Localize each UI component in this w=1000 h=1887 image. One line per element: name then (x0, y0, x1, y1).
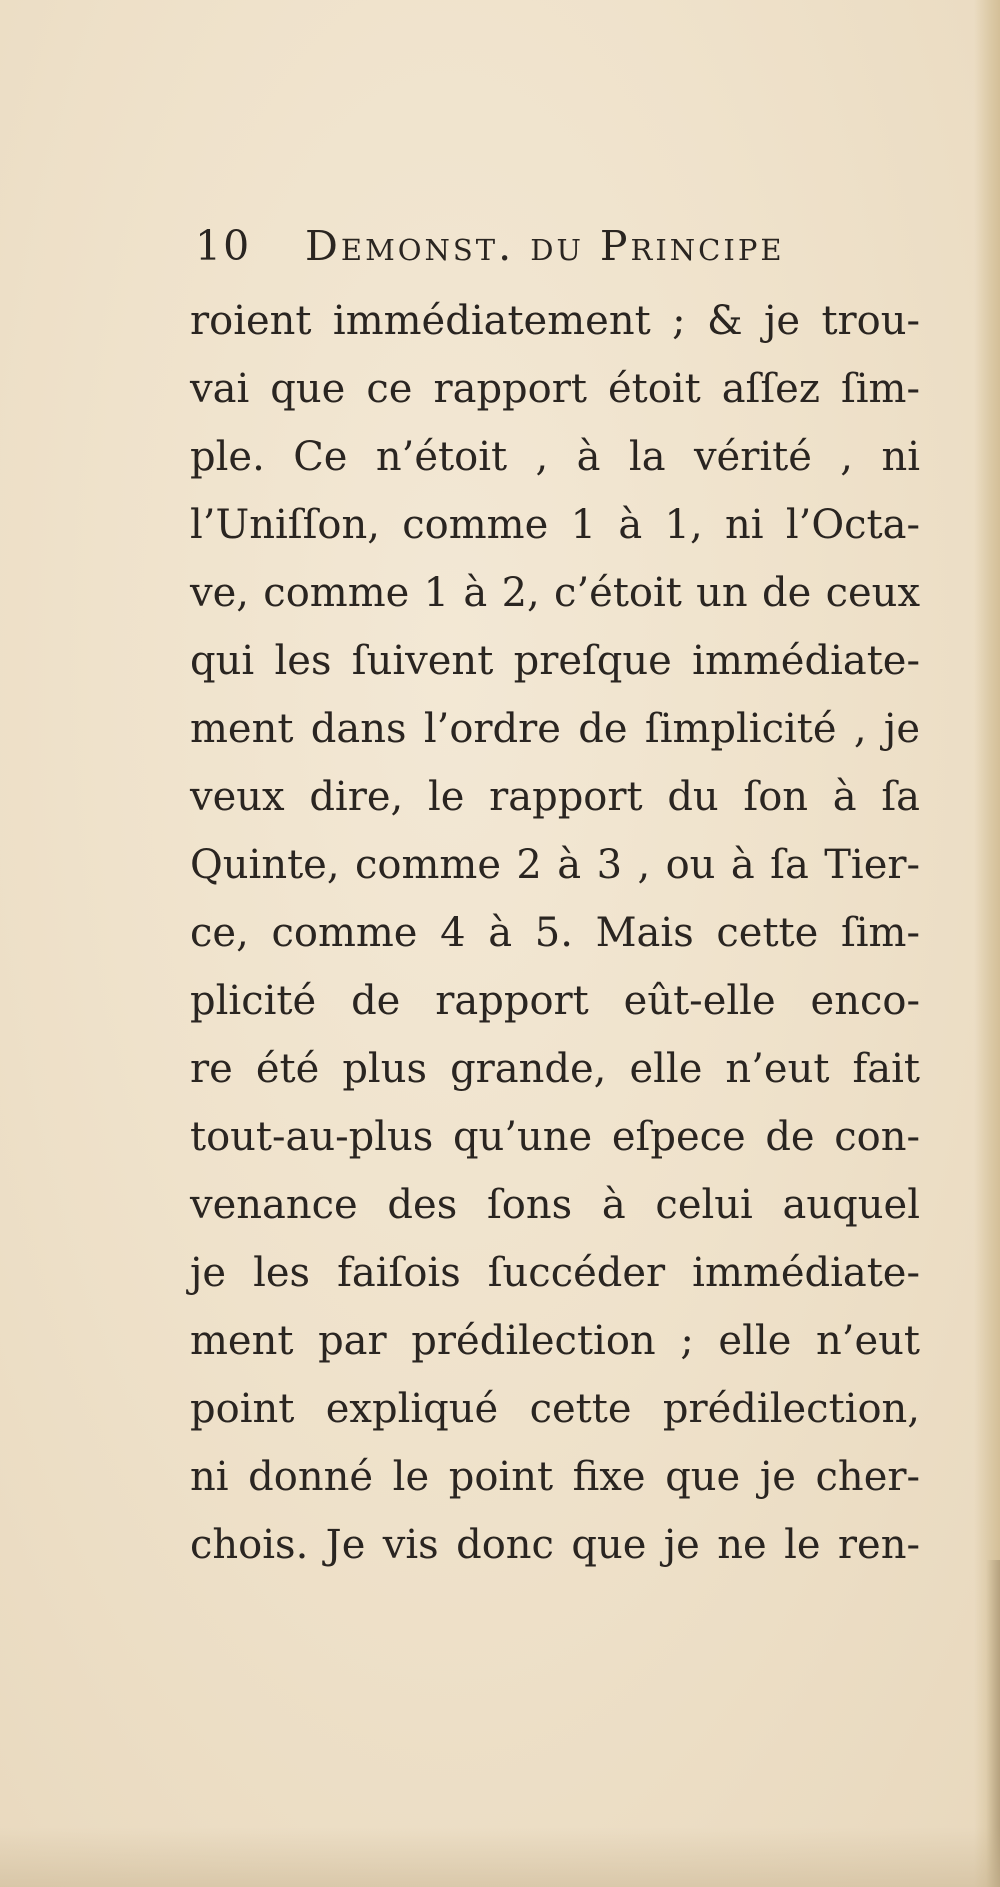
running-title: Demonst. du Principe (305, 222, 785, 270)
text-line: re été plus grande, elle n’eut fait (190, 1046, 920, 1092)
page-number: 10 (195, 222, 252, 270)
page-header (195, 222, 835, 282)
body-text (190, 287, 920, 1579)
text-line: roient immédiatement ; & je trou- (190, 298, 920, 344)
text-line: point expliqué cette prédilection, (190, 1386, 920, 1432)
text-line: ple. Ce n’étoit , à la vérité , ni (190, 434, 920, 480)
text-line: ve, comme 1 à 2, c’étoit un de ceux (190, 570, 920, 616)
text-line: je les faiſois ſuccéder immédiate- (190, 1250, 920, 1296)
text-line: qui les ſuivent preſque immédiate- (190, 638, 920, 684)
text-line: plicité de rapport eût-elle enco- (190, 978, 920, 1024)
text-line: ment par prédilection ; elle n’eut (190, 1318, 920, 1364)
text-line: vai que ce rapport étoit aſſez ſim- (190, 366, 920, 412)
page-bottom-shade (0, 1827, 1000, 1887)
text-line: ni donné le point fixe que je cher- (190, 1454, 920, 1500)
text-line: venance des ſons à celui auquel (190, 1182, 920, 1228)
text-line: ment dans l’ordre de ſimplicité , je (190, 706, 920, 752)
text-line: Quinte, comme 2 à 3 , ou à ſa Tier- (190, 842, 920, 888)
text-line: tout-au-plus qu’une eſpece de con- (190, 1114, 920, 1160)
text-line: l’Uniſſon, comme 1 à 1, ni l’Octa- (190, 502, 920, 548)
text-line: chois. Je vis donc que je ne le ren- (190, 1522, 920, 1568)
text-line: veux dire, le rapport du ſon à ſa (190, 774, 920, 820)
text-line: ce, comme 4 à 5. Mais cette ſim- (190, 910, 920, 956)
